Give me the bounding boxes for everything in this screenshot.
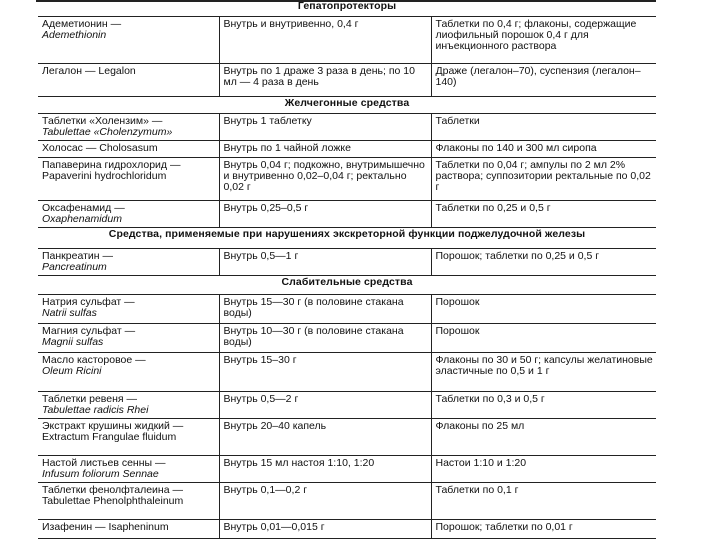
dosage-cell: Внутрь 0,25–0,5 г: [219, 201, 431, 228]
drug-name-cell: [38, 392, 219, 419]
table-row: [38, 114, 656, 141]
table-row: [38, 324, 656, 353]
drug-name-cell: [38, 158, 219, 201]
table-row: [38, 353, 656, 392]
section-title: Гепатопротекторы: [38, 0, 656, 17]
drug-name: Таблетки ревеня —: [42, 393, 138, 405]
release-form-cell: Порошок; таблетки по 0,01 г: [431, 520, 656, 539]
drug-name: Легалон — Legalon: [42, 65, 136, 77]
drug-latin-name: Magnii sulfas: [42, 336, 104, 348]
drug-latin-name: Oxaphenamidum: [42, 213, 122, 225]
drug-latin-name: Oleum Ricini: [42, 365, 102, 377]
dosage-cell: Внутрь 10—30 г (в половине стакана воды): [219, 324, 431, 353]
release-form-cell: Таблетки по 0,1 г: [431, 483, 656, 520]
table-row: [38, 483, 656, 520]
drug-latin-name: Pancreatinum: [42, 261, 107, 273]
drug-name-cell: [38, 483, 219, 520]
release-form-cell: Таблетки по 0,3 и 0,5 г: [431, 392, 656, 419]
release-form-cell: Флаконы по 140 и 300 мл сиропа: [431, 141, 656, 158]
drug-name: Изафенин — Isapheninum: [42, 521, 169, 533]
table-row: [38, 419, 656, 456]
drug-name-cell: [38, 456, 219, 483]
drug-latin-name: Natrii sulfas: [42, 307, 97, 319]
drug-latin-name: Ademethionin: [42, 29, 107, 41]
drug-name: Таблетки «Холензим» —: [42, 115, 163, 127]
drug-name-cell: [38, 201, 219, 228]
release-form-cell: Таблетки по 0,04 г; ампулы по 2 мл 2% раствора; суппозитории ректальные по 0,02 г: [431, 158, 656, 201]
drug-name-cell: [38, 249, 219, 276]
drug-name-cell: [38, 64, 219, 97]
dosage-cell: Внутрь 20–40 капель: [219, 419, 431, 456]
section-header: [38, 97, 656, 114]
drug-name-cell: [38, 295, 219, 324]
release-form-cell: Таблетки по 0,4 г; флаконы, содержащие лиофильный порошок 0,4 г для инъекционного раствора: [431, 17, 656, 64]
section-title: Средства, применяемые при нарушениях экскреторной функции поджелудочной железы: [38, 228, 656, 249]
drug-name: Масло касторовое —: [42, 354, 146, 366]
drug-name: Папаверина гидрохлорид — Papaverini hydrochloridum: [42, 159, 181, 182]
release-form-cell: Флаконы по 30 и 50 г; капсулы желатиновые эластичные по 0,5 и 1 г: [431, 353, 656, 392]
drug-name: Панкреатин —: [42, 250, 113, 262]
drug-latin-name: Infusum foliorum Sennae: [42, 468, 159, 480]
drug-latin-name: Tabulettae «Cholenzymum»: [42, 126, 173, 138]
table-row: [38, 295, 656, 324]
release-form-cell: Таблетки по 0,25 и 0,5 г: [431, 201, 656, 228]
dosage-cell: Внутрь 0,1—0,2 г: [219, 483, 431, 520]
drug-latin-name: Tabulettae radicis Rhei: [42, 404, 149, 416]
table-row: [38, 392, 656, 419]
drug-name-cell: [38, 114, 219, 141]
table-row: [38, 456, 656, 483]
dosage-cell: Внутрь 15–30 г: [219, 353, 431, 392]
section-header: [38, 276, 656, 295]
dosage-cell: Внутрь 15—30 г (в половине стакана воды): [219, 295, 431, 324]
table-row: [38, 64, 656, 97]
drug-name: Натрия сульфат —: [42, 296, 135, 308]
release-form-cell: Флаконы по 25 мл: [431, 419, 656, 456]
drug-name-cell: [38, 520, 219, 539]
drug-name-cell: [38, 353, 219, 392]
drug-table: [38, 0, 656, 539]
dosage-cell: Внутрь по 1 драже 3 раза в день; по 10 мл — 4 раза в день: [219, 64, 431, 97]
dosage-cell: Внутрь 0,5—2 г: [219, 392, 431, 419]
table-row: [38, 17, 656, 64]
drug-name: Таблетки фенолфталеина — Tabulettae Phenolphthaleinum: [42, 484, 184, 507]
dosage-cell: Внутрь 0,01—0,015 г: [219, 520, 431, 539]
drug-name: Холосас — Cholosasum: [42, 142, 158, 154]
table-row: [38, 141, 656, 158]
drug-name-cell: [38, 419, 219, 456]
section-header: [38, 0, 656, 17]
release-form-cell: Настои 1:10 и 1:20: [431, 456, 656, 483]
release-form-cell: Драже (легалон–70), суспензия (легалон–140): [431, 64, 656, 97]
table-row: [38, 201, 656, 228]
table-row: [38, 520, 656, 539]
release-form-cell: Порошок: [431, 324, 656, 353]
drug-name: Настой листьев сенны —: [42, 457, 166, 469]
dosage-cell: Внутрь 0,5—1 г: [219, 249, 431, 276]
dosage-cell: Внутрь и внутривенно, 0,4 г: [219, 17, 431, 64]
drug-name-cell: [38, 17, 219, 64]
release-form-cell: Таблетки: [431, 114, 656, 141]
section-title: Желчегонные средства: [38, 97, 656, 114]
table-row: [38, 249, 656, 276]
drug-name-cell: [38, 324, 219, 353]
drug-name: Магния сульфат —: [42, 325, 136, 337]
drug-table-body: [38, 0, 656, 539]
drug-name-cell: [38, 141, 219, 158]
dosage-cell: Внутрь по 1 чайной ложке: [219, 141, 431, 158]
dosage-cell: Внутрь 0,04 г; подкожно, внутримышечно и внутривенно 0,02–0,04 г; ректально 0,02 г: [219, 158, 431, 201]
drug-name: Оксафенамид —: [42, 202, 125, 214]
drug-name: Экстракт крушины жидкий — Extractum Frangulae fluidum: [42, 420, 184, 443]
dosage-cell: Внутрь 15 мл настоя 1:10, 1:20: [219, 456, 431, 483]
table-row: [38, 158, 656, 201]
dosage-cell: Внутрь 1 таблетку: [219, 114, 431, 141]
drug-table-page: [38, 0, 656, 540]
section-header: [38, 228, 656, 249]
drug-name: Адеметионин —: [42, 18, 122, 30]
release-form-cell: Порошок: [431, 295, 656, 324]
section-title: Слабительные средства: [38, 276, 656, 295]
release-form-cell: Порошок; таблетки по 0,25 и 0,5 г: [431, 249, 656, 276]
